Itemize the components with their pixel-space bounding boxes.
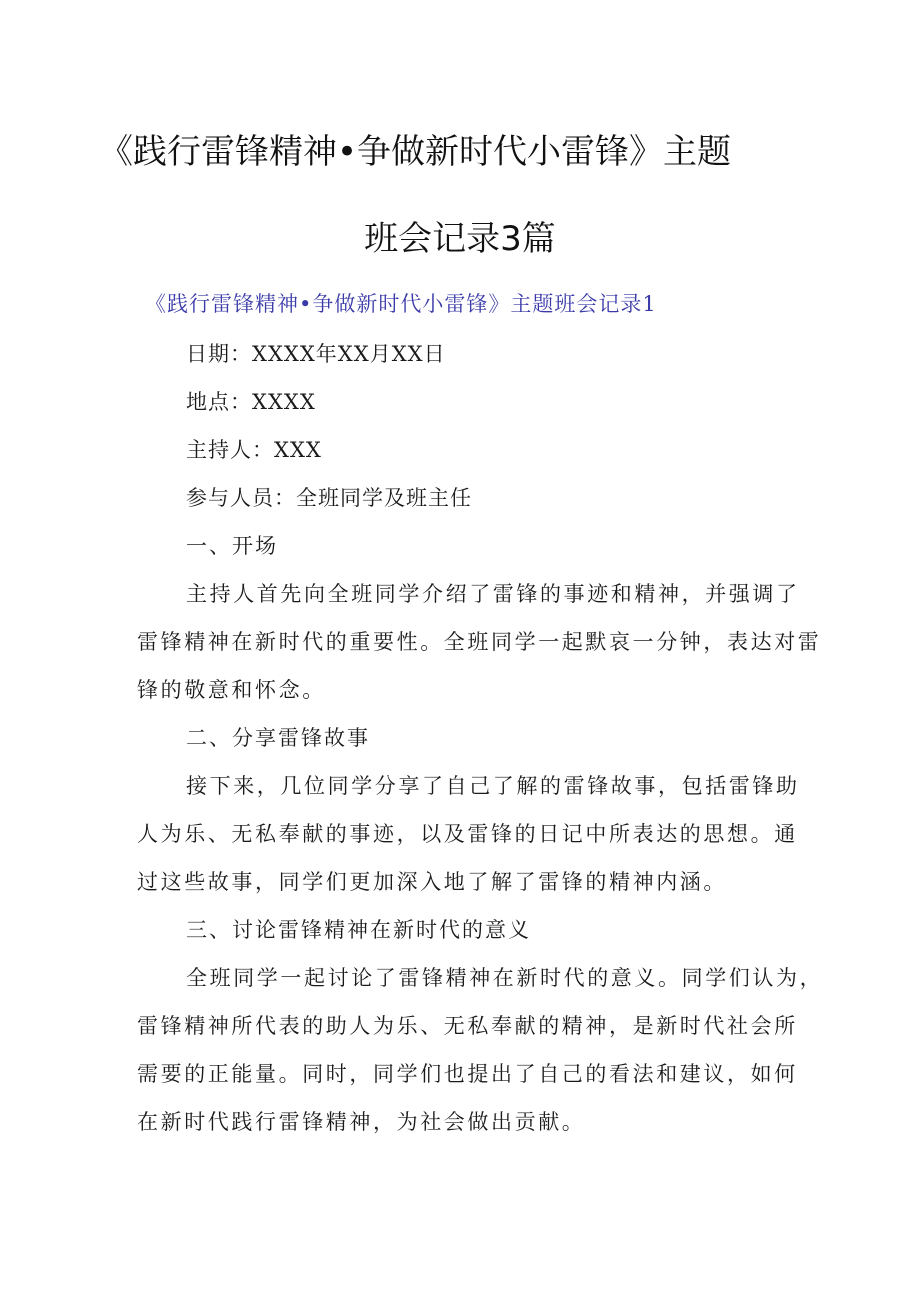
paragraph-line: 在新时代践行雷锋精神，为社会做出贡献。 — [137, 1110, 586, 1134]
meta-date: 日期：XXXX年XX月XX日 — [186, 342, 446, 366]
paragraph-line: 主持人首先向全班同学介绍了雷锋的事迹和精神，并强调了 — [186, 582, 800, 606]
paragraph-line: 过这些故事，同学们更加深入地了解了雷锋的精神内涵。 — [137, 870, 727, 894]
document-title-line1: 《践行雷锋精神•争做新时代小雷锋》主题 — [98, 132, 732, 172]
paragraph-line: 全班同学一起讨论了雷锋精神在新时代的意义。同学们认为， — [186, 966, 824, 990]
paragraph-line: 需要的正能量。同时，同学们也提出了自己的看法和建议，如何 — [137, 1062, 798, 1086]
meta-place: 地点：XXXX — [186, 390, 316, 414]
paragraph-line: 接下来，几位同学分享了自己了解的雷锋故事，包括雷锋助 — [186, 774, 800, 798]
section-heading-discussion: 三、讨论雷锋精神在新时代的意义 — [186, 918, 531, 942]
paragraph-line: 人为乐、无私奉献的事迹，以及雷锋的日记中所表达的思想。通 — [137, 822, 798, 846]
meta-participants: 参与人员：全班同学及班主任 — [186, 486, 472, 510]
section-heading-opening: 一、开场 — [186, 534, 278, 558]
document-title-line2: 班会记录3篇 — [364, 219, 556, 259]
section-heading-stories: 二、分享雷锋故事 — [186, 726, 370, 750]
paragraph-line: 雷锋精神所代表的助人为乐、无私奉献的精神，是新时代社会所 — [137, 1014, 798, 1038]
record-subtitle: 《践行雷锋精神•争做新时代小雷锋》主题班会记录1 — [145, 292, 657, 316]
paragraph-line: 雷锋精神在新时代的重要性。全班同学一起默哀一分钟，表达对雷 — [137, 630, 822, 654]
meta-host: 主持人：XXX — [186, 438, 322, 462]
paragraph-line: 锋的敬意和怀念。 — [137, 678, 326, 702]
